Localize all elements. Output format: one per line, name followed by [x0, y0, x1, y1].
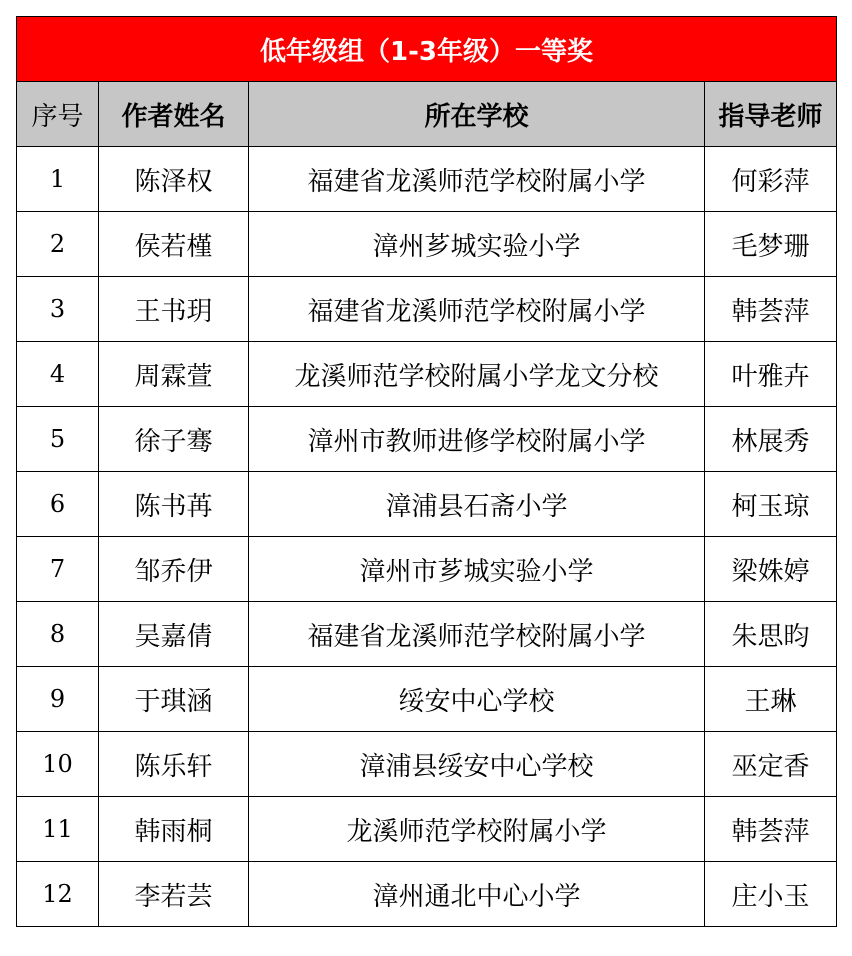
cell-teacher: 朱思昀 — [705, 602, 837, 667]
cell-teacher: 韩荟萍 — [705, 797, 837, 862]
cell-seq: 10 — [17, 732, 99, 797]
table-row — [17, 537, 837, 602]
cell-teacher: 毛梦珊 — [705, 212, 837, 277]
cell-author: 吴嘉倩 — [99, 602, 249, 667]
cell-teacher: 梁姝婷 — [705, 537, 837, 602]
cell-school: 福建省龙溪师范学校附属小学 — [249, 147, 705, 212]
cell-seq: 6 — [17, 472, 99, 537]
cell-seq: 3 — [17, 277, 99, 342]
table-row — [17, 862, 837, 927]
table-row — [17, 342, 837, 407]
cell-seq: 12 — [17, 862, 99, 927]
cell-school: 绥安中心学校 — [249, 667, 705, 732]
table-row — [17, 732, 837, 797]
cell-author: 陈乐轩 — [99, 732, 249, 797]
header-row — [17, 82, 837, 147]
cell-author: 王书玥 — [99, 277, 249, 342]
table-row — [17, 472, 837, 537]
table-title: 低年级组（1-3年级）一等奖 — [17, 17, 837, 82]
cell-school: 龙溪师范学校附属小学龙文分校 — [249, 342, 705, 407]
cell-seq: 7 — [17, 537, 99, 602]
cell-school: 福建省龙溪师范学校附属小学 — [249, 277, 705, 342]
table-row — [17, 147, 837, 212]
table-row — [17, 667, 837, 732]
cell-seq: 9 — [17, 667, 99, 732]
table-row — [17, 212, 837, 277]
header-teacher: 指导老师 — [705, 82, 837, 147]
cell-author: 于琪涵 — [99, 667, 249, 732]
cell-author: 韩雨桐 — [99, 797, 249, 862]
header-author: 作者姓名 — [99, 82, 249, 147]
cell-seq: 4 — [17, 342, 99, 407]
cell-school: 漳州市教师进修学校附属小学 — [249, 407, 705, 472]
table-row — [17, 602, 837, 667]
cell-author: 侯若槿 — [99, 212, 249, 277]
cell-seq: 5 — [17, 407, 99, 472]
cell-author: 陈书苒 — [99, 472, 249, 537]
cell-school: 龙溪师范学校附属小学 — [249, 797, 705, 862]
cell-school: 漳州芗城实验小学 — [249, 212, 705, 277]
cell-teacher: 庄小玉 — [705, 862, 837, 927]
title-row — [17, 17, 837, 82]
cell-author: 李若芸 — [99, 862, 249, 927]
award-table — [16, 16, 837, 927]
cell-school: 漳州通北中心小学 — [249, 862, 705, 927]
cell-author: 徐子骞 — [99, 407, 249, 472]
table-row — [17, 797, 837, 862]
cell-author: 邹乔伊 — [99, 537, 249, 602]
cell-teacher: 巫定香 — [705, 732, 837, 797]
award-sheet — [16, 16, 836, 927]
cell-seq: 2 — [17, 212, 99, 277]
table-row — [17, 277, 837, 342]
cell-seq: 11 — [17, 797, 99, 862]
cell-teacher: 韩荟萍 — [705, 277, 837, 342]
cell-teacher: 柯玉琼 — [705, 472, 837, 537]
cell-school: 漳浦县石斋小学 — [249, 472, 705, 537]
cell-teacher: 何彩萍 — [705, 147, 837, 212]
cell-school: 漳浦县绥安中心学校 — [249, 732, 705, 797]
cell-school: 漳州市芗城实验小学 — [249, 537, 705, 602]
cell-author: 陈泽权 — [99, 147, 249, 212]
cell-teacher: 叶雅卉 — [705, 342, 837, 407]
cell-seq: 8 — [17, 602, 99, 667]
cell-seq: 1 — [17, 147, 99, 212]
cell-school: 福建省龙溪师范学校附属小学 — [249, 602, 705, 667]
table-row — [17, 407, 837, 472]
cell-teacher: 王琳 — [705, 667, 837, 732]
cell-teacher: 林展秀 — [705, 407, 837, 472]
header-school: 所在学校 — [249, 82, 705, 147]
header-seq: 序号 — [17, 82, 99, 147]
cell-author: 周霖萱 — [99, 342, 249, 407]
